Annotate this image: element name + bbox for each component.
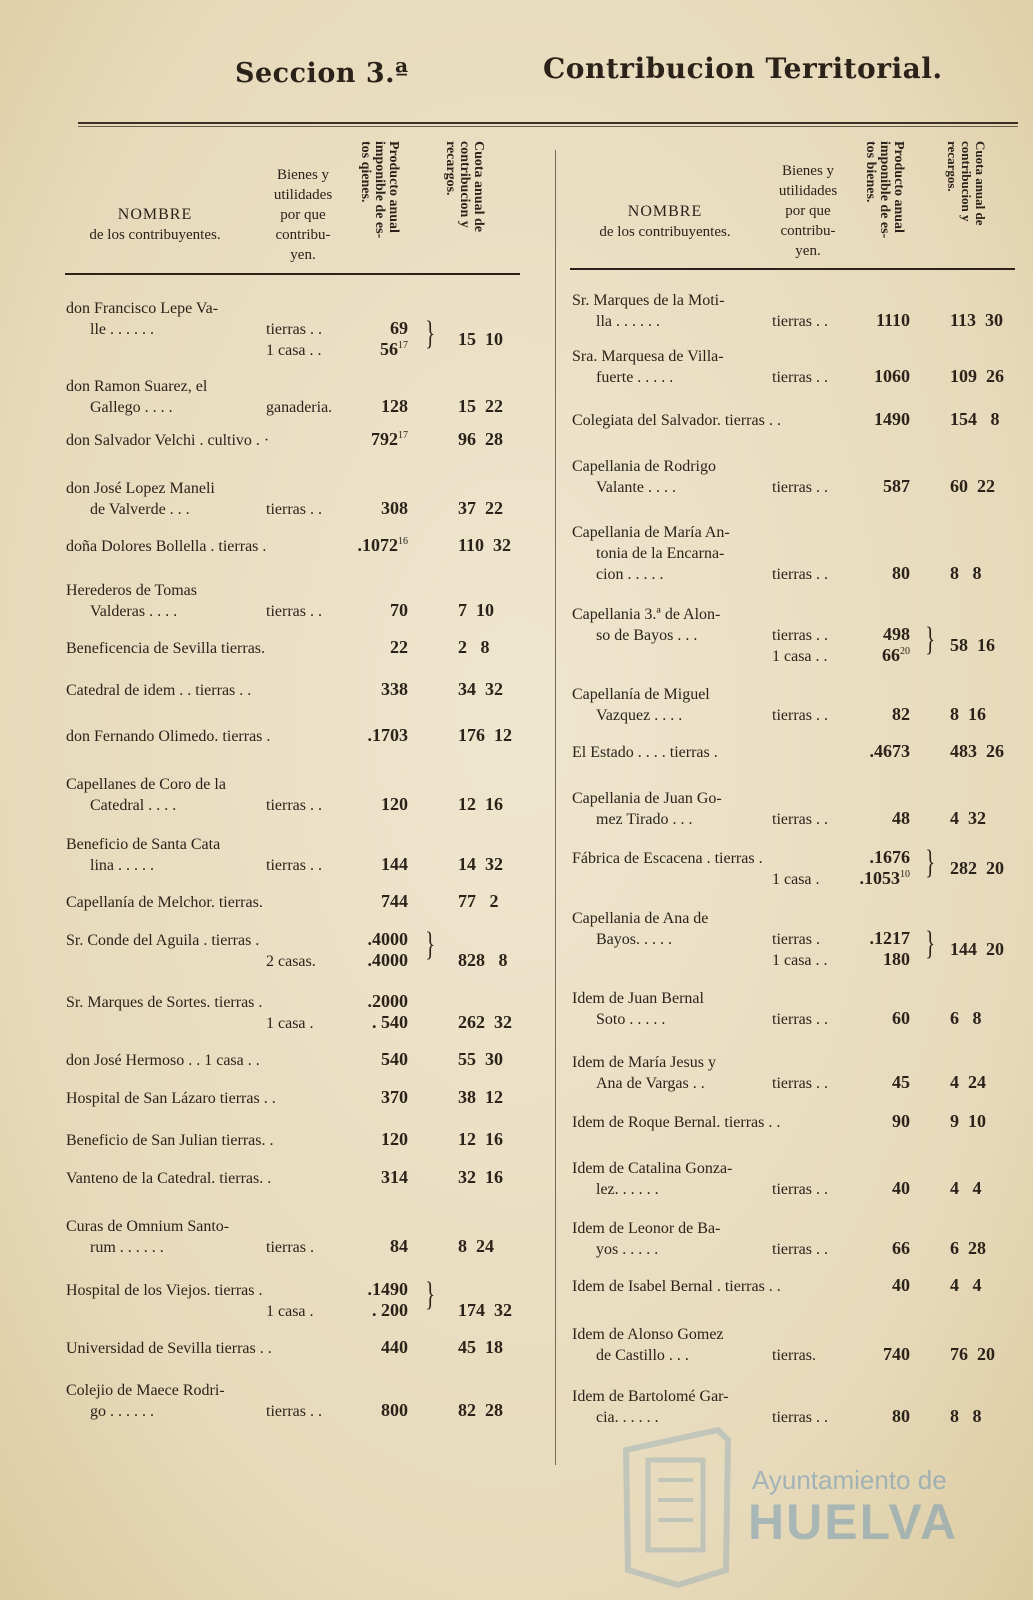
property-type: tierras . . [772,479,828,496]
contributor-name: Universidad de Sevilla tierras . . [66,1340,272,1357]
property-type: tierras . . [772,369,828,386]
contributor-name: Idem de Isabel Bernal . tierras . . [572,1278,781,1295]
producto-value: .4000 [367,929,408,949]
property-type: 1 casa . [266,1015,314,1032]
property-type: tierras . [772,931,820,948]
nombre-label: NOMBRE [117,206,193,223]
cuota-value: 58 16 [950,634,995,655]
producto-value: $792^{17}$ [371,429,408,449]
producto-header: Producto anual imponible de es- tos bienes. [863,141,906,239]
contributor-name: don Fernando Olimedo. tierras . [66,728,271,745]
cuota-value: 45 18 [458,1337,503,1357]
contributor-name: Capellania de Rodrigo [572,458,716,475]
producto-value: .1072$^{16}$ [357,535,408,555]
cuota-value: 262 32 [458,1012,512,1032]
contributor-name: Capellania de Juan Go- [572,790,722,807]
producto-value: 40 [892,1178,910,1198]
contributor-name: Sra. Marquesa de Villa- [572,348,724,365]
contributor-name: Beneficio de Santa Cata [66,836,221,853]
property-type: 1 casa . [266,1303,314,1320]
contributor-name: Ana de Vargas . . [596,1075,705,1092]
cuota-value: 82 28 [458,1400,503,1420]
brace-icon: } [425,1276,436,1313]
producto-value: 84 [390,1236,408,1256]
producto-value: .1676 [869,847,910,867]
producto-value: 740 [883,1344,910,1364]
property-type: tierras . . [772,1181,828,1198]
contributor-name: Vanteno de la Catedral. tierras. . [66,1170,272,1187]
property-type: tierras . . [772,811,828,828]
contributor-name: Idem de Leonor de Ba- [572,1220,721,1237]
contributor-name: cion . . . . . [596,566,664,583]
producto-value: 90 [892,1111,910,1131]
contributor-name: Hospital de los Viejos. tierras . [66,1282,263,1299]
contributor-name: don Francisco Lepe Va- [66,300,219,317]
contributor-name: de Castillo . . . [596,1347,689,1364]
brace-icon: } [925,844,936,881]
producto-value: .1490 [367,1279,408,1299]
producto-fraction: 17 [398,430,408,441]
cuota-value: 15 22 [458,396,503,416]
contributor-name: Capellania de Ana de [572,910,709,927]
producto-value: . 540 [372,1012,408,1032]
producto-value: 48 [892,808,910,828]
property-type: tierras . . [266,501,322,518]
contributor-name: lina . . . . . [90,857,154,874]
cuota-value: 12 16 [458,1129,503,1149]
contributor-name: so de Bayos . . . [596,627,698,644]
contributor-name: Hospital de San Lázaro tierras . . [66,1090,276,1107]
producto-value: 82 [892,704,910,724]
producto-value: 70 [390,600,408,620]
contributor-name: Fábrica de Escacena . tierras . [572,850,763,867]
contributor-name: don José Lopez Maneli [66,480,215,497]
cuota-value: 2 8 [458,637,490,657]
property-type: tierras . . [772,707,828,724]
cuota-value: 9 10 [950,1111,986,1131]
contributor-name: Gallego . . . . [90,399,173,416]
contributor-name: Valderas . . . . [90,603,178,620]
contributor-name: Herederos de Tomas [66,582,197,599]
cuota-value: 8 8 [950,563,982,583]
producto-value: 69 [390,318,408,338]
cuota-value: 38 12 [458,1087,503,1107]
cuota-value: 14 32 [458,854,503,874]
contributor-name: Sr. Marques de la Moti- [572,292,725,309]
property-type: tierras . . [772,1011,828,1028]
contributor-name: Capellania 3.ª de Alon- [572,606,721,623]
property-type: 1 casa . . [772,952,828,969]
cuota-value: 113 30 [950,310,1004,330]
producto-value: 80 [892,563,910,583]
producto-value: 144 [381,854,408,874]
contributor-name: Catedral . . . . [90,797,177,814]
contributor-name: cia. . . . . . [596,1409,659,1426]
cuota-value: 144 20 [950,938,1004,959]
watermark-line1: Ayuntamiento de [752,1465,947,1495]
cuota-value: 34 32 [458,679,503,699]
property-type: tierras. [772,1347,816,1364]
contributor-name: mez Tirado . . . [596,811,693,828]
cuota-value: 32 16 [458,1167,503,1187]
producto-value: 587 [883,476,910,496]
contributor-name: de Valverde . . . [90,501,190,518]
producto-fraction: 17 [398,340,408,351]
property-type: tierras . . [266,321,322,338]
property-type: tierras . [266,1239,314,1256]
title-rule-thin [78,126,1018,127]
property-type: tierras . . [266,857,322,874]
cuota-value: 8 16 [950,704,986,724]
left-entries [66,300,536,1460]
cuota-value: 109 26 [950,366,1004,386]
producto-value: 1060 [874,366,910,386]
cuota-value: 282 20 [950,857,1004,878]
producto-value: $66^{20}$ [882,645,910,665]
cuota-value: 55 30 [458,1049,503,1069]
property-type: 1 casa . . [772,648,828,665]
bienes-header: Bienes y utilidades por que contribu- yen. [273,167,333,263]
cuota-value: 4 24 [950,1072,986,1092]
contributor-name: yos . . . . . [596,1241,659,1258]
brace-icon: } [425,315,436,352]
cuota-value: 6 28 [950,1238,986,1258]
producto-value: 60 [892,1008,910,1028]
producto-value: .4000 [367,950,408,970]
right-entries [572,292,1022,1452]
property-type: 1 casa . [772,871,820,888]
contributor-name: Valante . . . . [596,479,676,496]
cuota-value: 154 8 [950,409,1000,429]
producto-value: 128 [381,396,408,416]
producto-value: 66 [892,1238,910,1258]
contributor-name: Colejio de Maece Rodri- [66,1382,225,1399]
contributor-name: Curas de Omnium Santo- [66,1218,230,1235]
cuota-header: Cuota anual de contribucion y recargos. [443,141,486,233]
producto-value: 120 [381,794,408,814]
contributor-name: Idem de María Jesus y [572,1054,716,1071]
contributor-name: Sr. Conde del Aguila . tierras . [66,932,260,949]
property-type: tierras . . [266,797,322,814]
left-header-rule [65,273,520,275]
nombre-sublabel: de los contribuyentes. [89,227,221,243]
property-type: ganaderia. [266,399,333,416]
cuota-value: 176 12 [458,725,512,745]
producto-fraction: 10 [900,869,910,880]
property-type: tierras . . [772,1241,828,1258]
property-type: tierras . . [772,627,828,644]
contributor-name: fuerte . . . . . [596,369,674,386]
section-title: Seccion 3.ª [235,58,409,89]
cuota-value: 6 8 [950,1008,982,1028]
contributor-name: Idem de Roque Bernal. tierras . . [572,1114,781,1131]
watermark-line2: HUELVA [748,1494,959,1550]
contributor-name: rum . . . . . . [90,1239,164,1256]
property-type: 2 casas. [266,953,316,970]
brace-icon: } [925,621,936,658]
producto-value: 370 [381,1087,408,1107]
cuota-value: 12 16 [458,794,503,814]
producto-header: Producto anual imponible de es- tos qienes. [358,141,401,239]
contributor-name: doña Dolores Bollella . tierras . [66,538,267,555]
producto-value: .4673 [869,741,910,761]
contributor-name: Capellanía de Miguel [572,686,710,703]
nombre-label: NOMBRE [627,203,703,220]
contributor-name: lla . . . . . . [596,313,660,330]
contributor-name: tonia de la Encarna- [596,545,725,562]
contributor-name: Idem de Juan Bernal [572,990,704,1007]
cuota-value: 4 4 [950,1178,982,1198]
cuota-header: Cuota anual de contribucion y recargos. [945,141,988,226]
property-type: tierras . . [266,603,322,620]
producto-value: 120 [381,1129,408,1149]
cuota-value: 37 22 [458,498,503,518]
producto-value: 498 [883,624,910,644]
nombre-header [60,205,250,245]
producto-value: . 200 [372,1300,408,1320]
producto-value: 540 [381,1049,408,1069]
contributor-name: Vazquez . . . . [596,707,683,724]
contributor-name: Bayos. . . . . [596,931,672,948]
contributor-name: Capellanes de Coro de la [66,776,226,793]
contributor-name: lez. . . . . . [596,1181,659,1198]
brace-icon: } [425,926,436,963]
producto-value: 45 [892,1072,910,1092]
producto-value: 744 [381,891,408,911]
cuota-value: 77 2 [458,891,499,911]
right-header-rule [570,268,1015,270]
bienes-header: Bienes y utilidades por que contribu- yen. [778,163,838,259]
property-type: tierras . . [772,566,828,583]
property-type: tierras . . [772,313,828,330]
contributor-name: Catedral de idem . . tierras . . [66,682,252,699]
producto-value: .1703 [367,725,408,745]
producto-value: .2000 [367,991,408,1011]
cuota-value: 7 10 [458,600,494,620]
cuota-value: 15 10 [458,328,503,349]
producto-value: 40 [892,1275,910,1295]
contributor-name: Beneficio de San Julian tierras. . [66,1132,274,1149]
contributor-name: Soto . . . . . [596,1011,666,1028]
producto-fraction: 16 [398,536,408,547]
contributor-name: Sr. Marques de Sortes. tierras . [66,994,263,1011]
producto-value: 1110 [875,310,910,330]
contributor-name: don José Hermoso . . 1 casa . . [66,1052,260,1069]
contributor-name: Idem de Bartolomé Gar- [572,1388,729,1405]
producto-value: 800 [381,1400,408,1420]
nombre-sublabel: de los contribuyentes. [599,224,731,240]
contributor-name: go . . . . . . [90,1403,154,1420]
contributor-name: Idem de Catalina Gonza- [572,1160,733,1177]
producto-value: $56^{17}$ [380,339,408,359]
producto-value: .1217 [869,928,910,948]
property-type: tierras . . [772,1409,828,1426]
producto-value: 22 [390,637,408,657]
contributor-name: Capellanía de Melchor. tierras. [66,894,263,911]
contributor-name: Idem de Alonso Gomez [572,1326,724,1343]
right-column-header [570,135,1030,275]
contributor-name: don Salvador Velchi . cultivo . · [66,432,270,449]
left-column-header [60,135,530,275]
cuota-value: 483 26 [950,741,1004,761]
producto-value: 338 [381,679,408,699]
producto-value: .1053$^{10}$ [859,868,910,888]
cuota-value: 8 8 [950,1406,982,1426]
cuota-value: 96 28 [458,429,503,449]
contributor-name: lle . . . . . . [90,321,154,338]
property-type: tierras . . [772,1075,828,1092]
cuota-value: 4 32 [950,808,986,828]
property-type: 1 casa . . [266,342,322,359]
cuota-value: 8 24 [458,1236,494,1256]
producto-value: 440 [381,1337,408,1357]
contributor-name: El Estado . . . . tierras . [572,744,718,761]
cuota-value: 76 20 [950,1344,995,1364]
contributor-name: don Ramon Suarez, el [66,378,208,395]
cuota-value: 828 8 [458,950,508,970]
page-title: Contribucion Territorial. [543,52,943,85]
cuota-value: 174 32 [458,1300,512,1320]
producto-fraction: 20 [900,646,910,657]
producto-value: 80 [892,1406,910,1426]
contributor-name: Capellania de María An- [572,524,730,541]
nombre-header [570,202,760,242]
cuota-value: 60 22 [950,476,995,496]
producto-value: 314 [381,1167,408,1187]
brace-icon: } [925,925,936,962]
producto-value: 1490 [874,409,910,429]
cuota-value: 110 32 [458,535,512,555]
contributor-name: Beneficencia de Sevilla tierras. [66,640,266,657]
title-rule [78,122,1018,124]
property-type: tierras . . [266,1403,322,1420]
contributor-name: Colegiata del Salvador. tierras . . [572,412,781,429]
cuota-value: 4 4 [950,1275,982,1295]
producto-value: 308 [381,498,408,518]
column-divider [555,150,556,1465]
producto-value: 180 [883,949,910,969]
